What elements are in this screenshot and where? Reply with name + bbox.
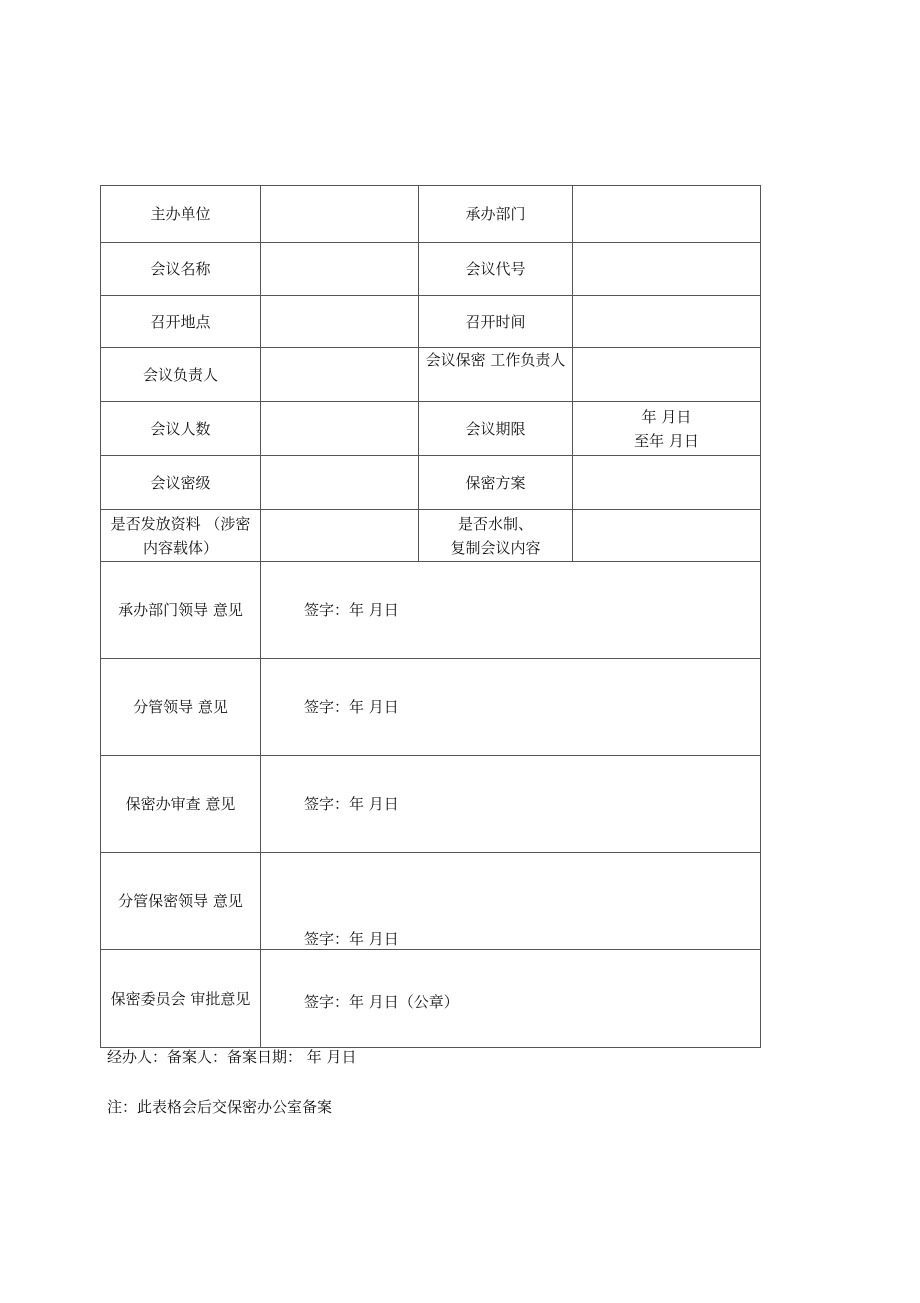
- field-time[interactable]: [573, 296, 761, 348]
- field-meeting-head[interactable]: [261, 348, 419, 402]
- row-host-unit: [101, 186, 761, 243]
- distribute-line-1: 是否发放资料 （涉密: [110, 514, 251, 533]
- label-host-unit: 主办单位: [101, 186, 261, 243]
- row-approval-security-leader: [101, 853, 761, 950]
- meeting-approval-form: [100, 185, 761, 1048]
- signature-date-seal-line: 签字：年 月日（公章）: [304, 993, 459, 1011]
- label-meeting-name: 会议名称: [101, 243, 261, 296]
- label-distribute-materials: [101, 510, 261, 562]
- field-security-office-opinion[interactable]: [261, 756, 761, 853]
- label-supervising-leader-opinion: 分管领导 意见: [101, 659, 261, 756]
- row-meeting-name: [101, 243, 761, 296]
- field-duration[interactable]: [573, 402, 761, 456]
- field-supervising-leader-opinion[interactable]: [261, 659, 761, 756]
- field-venue[interactable]: [261, 296, 419, 348]
- duration-end: 至年 月日: [634, 431, 699, 450]
- field-attendees[interactable]: [261, 402, 419, 456]
- label-confidential-head: 会议保密 工作负责人: [419, 348, 573, 402]
- field-committee-approval[interactable]: [261, 950, 761, 1048]
- label-time: 召开时间: [419, 296, 573, 348]
- label-attendees: 会议人数: [101, 402, 261, 456]
- footnote: 注：此表格会后交保密办公室备案: [107, 1098, 333, 1116]
- row-security-level: [101, 456, 761, 510]
- handler-record-line: 经办人：备案人：备案日期： 年 月日: [107, 1048, 357, 1066]
- row-approval-security-office: [101, 756, 761, 853]
- field-confidential-head[interactable]: [573, 348, 761, 402]
- label-security-office-opinion: 保密办审查 意见: [101, 756, 261, 853]
- label-security-leader-opinion: 分管保密领导 意见: [101, 853, 261, 950]
- label-security-level: 会议密级: [101, 456, 261, 510]
- label-copy-content: [419, 510, 573, 562]
- copy-line-1: 是否水制、: [457, 514, 533, 533]
- label-committee-approval: 保密委员会 审批意见: [101, 950, 261, 1048]
- label-duration: 会议期限: [419, 402, 573, 456]
- field-meeting-name[interactable]: [261, 243, 419, 296]
- field-host-unit[interactable]: [261, 186, 419, 243]
- row-approval-supervising-leader: [101, 659, 761, 756]
- signature-date-line: 签字：年 月日: [304, 930, 399, 948]
- field-security-level[interactable]: [261, 456, 419, 510]
- field-distribute-materials[interactable]: [261, 510, 419, 562]
- row-approval-dept-leader: [101, 562, 761, 659]
- row-venue: [101, 296, 761, 348]
- label-meeting-code: 会议代号: [419, 243, 573, 296]
- row-approval-committee: [101, 950, 761, 1048]
- field-organizer-dept[interactable]: [573, 186, 761, 243]
- field-dept-leader-opinion[interactable]: [261, 562, 761, 659]
- signature-date-line: 签字：年 月日: [304, 795, 399, 813]
- field-meeting-code[interactable]: [573, 243, 761, 296]
- label-dept-leader-opinion: 承办部门领导 意见: [101, 562, 261, 659]
- row-attendees: [101, 402, 761, 456]
- duration-start: 年 月日: [641, 407, 692, 426]
- label-venue: 召开地点: [101, 296, 261, 348]
- distribute-line-2: 内容载体）: [142, 538, 218, 557]
- row-meeting-head: [101, 348, 761, 402]
- label-security-plan: 保密方案: [419, 456, 573, 510]
- copy-line-2: 复制会议内容: [450, 538, 541, 557]
- field-security-leader-opinion[interactable]: [261, 853, 761, 950]
- label-organizer-dept: 承办部门: [419, 186, 573, 243]
- field-copy-content[interactable]: [573, 510, 761, 562]
- row-distribute: [101, 510, 761, 562]
- label-meeting-head: 会议负责人: [101, 348, 261, 402]
- signature-date-line: 签字：年 月日: [304, 601, 399, 619]
- signature-date-line: 签字：年 月日: [304, 698, 399, 716]
- field-security-plan[interactable]: [573, 456, 761, 510]
